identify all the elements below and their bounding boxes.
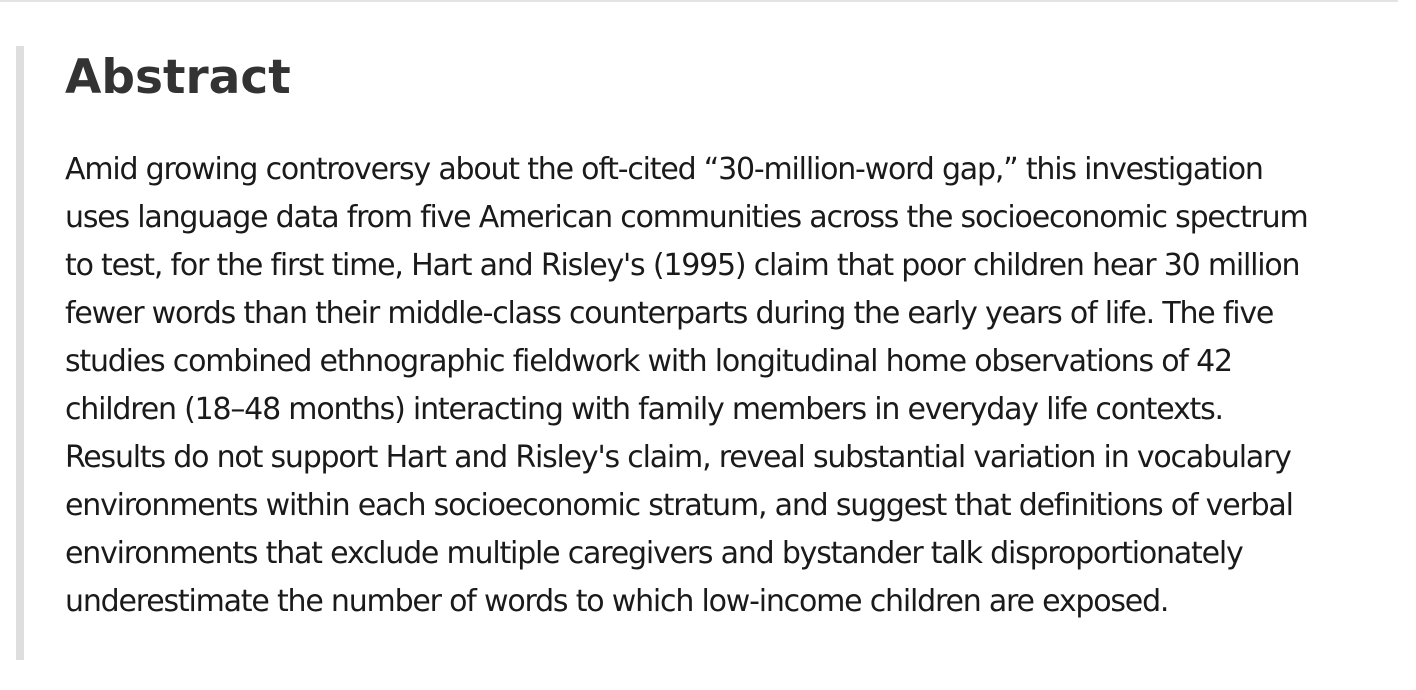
abstract-line: fewer words than their middle-class counterparts during the early years of life. The five (65, 296, 1274, 331)
abstract-line: uses language data from five American communities across the socioeconomic spectrum (65, 200, 1308, 235)
abstract-line: environments that exclude multiple caregivers and bystander talk disproportionately (65, 536, 1243, 571)
abstract-line: to test, for the first time, Hart and Risley's (1995) claim that poor children hear 30 million (65, 248, 1300, 283)
abstract-line: studies combined ethnographic fieldwork with longitudinal home observations of 42 (65, 344, 1232, 379)
abstract-line: underestimate the number of words to which low-income children are exposed. (65, 584, 1169, 619)
top-divider (0, 0, 1398, 2)
abstract-line: environments within each socioeconomic stratum, and suggest that definitions of verbal (65, 488, 1293, 523)
abstract-heading: Abstract (65, 50, 291, 105)
abstract-section (16, 46, 1398, 660)
abstract-line: Amid growing controversy about the oft-cited “30-million-word gap,” this investigation (65, 152, 1263, 187)
abstract-body (65, 146, 1395, 626)
abstract-line: children (18–48 months) interacting with family members in everyday life contexts. (65, 392, 1223, 427)
abstract-line: Results do not support Hart and Risley's claim, reveal substantial variation in vocabulary (65, 440, 1291, 475)
